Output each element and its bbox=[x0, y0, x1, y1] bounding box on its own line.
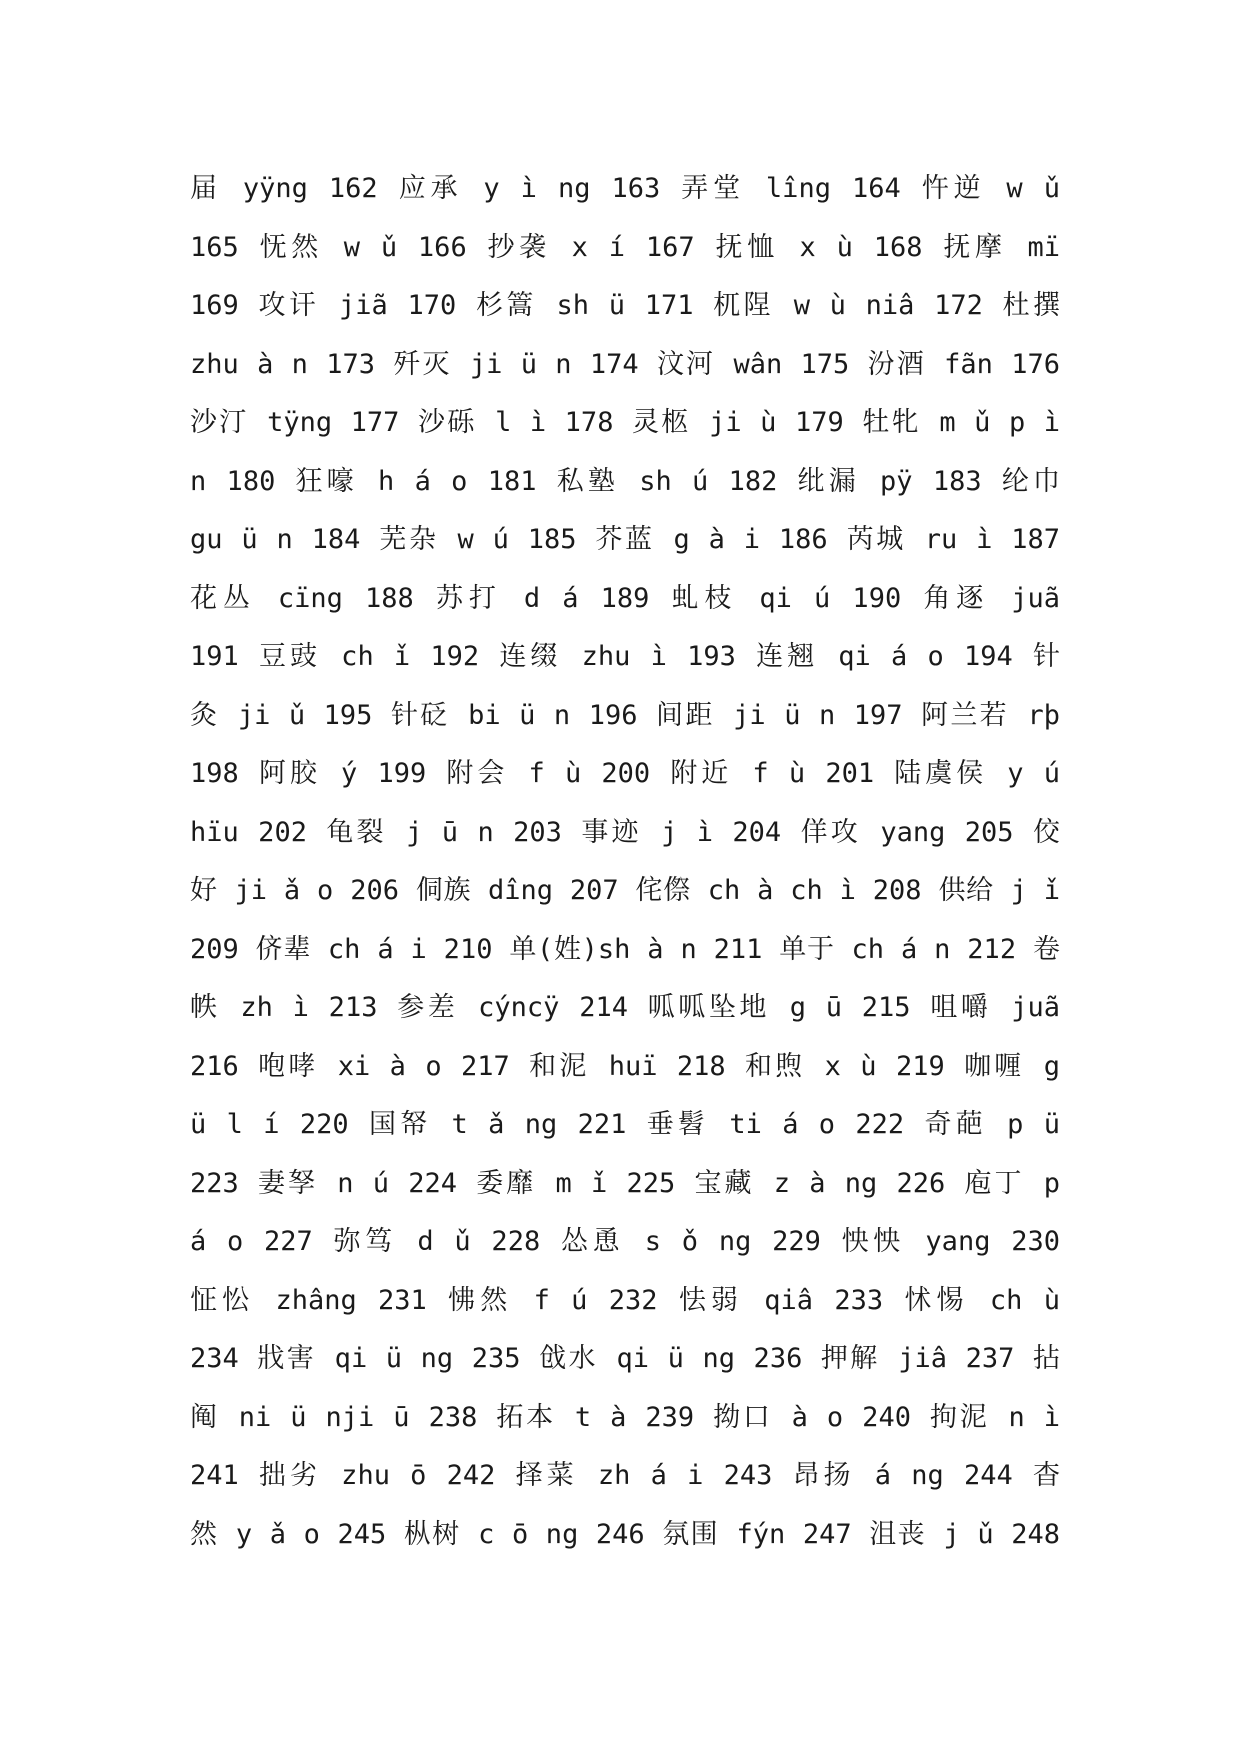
text-line: 花丛 cïng 188 苏打 d á 189 虬枝 qi ú 190 角逐 juã bbox=[190, 582, 1060, 614]
text-line: 届 yÿng 162 应承 y ì ng 163 弄堂 lîng 164 忤逆 w ǔ bbox=[190, 173, 1060, 204]
text-line: 169 攻讦 jiã 170 杉篙 sh ü 171 杌陧 w ù niâ 172 杜撰 bbox=[190, 290, 1060, 321]
text-line: 209 侪辈 ch á i 210 单(姓)sh à n 211 单于 ch á n 212 卷 bbox=[190, 933, 1060, 965]
text-line: n 180 狂嚎 h á o 181 私塾 sh ú 182 纰漏 pÿ 183 纶巾 bbox=[190, 465, 1060, 497]
text-line: hïu 202 龟裂 j ū n 203 事迹 j ì 204 佯攻 yang 205 佼 bbox=[190, 816, 1060, 848]
text-line: 191 豆豉 ch ǐ 192 连缀 zhu ì 193 连翘 qi á o 194 针 bbox=[190, 641, 1060, 672]
text-block bbox=[190, 160, 1060, 1564]
text-line: 198 阿胶 ý 199 附会 f ù 200 附近 f ù 201 陆虞侯 y ú bbox=[190, 758, 1060, 789]
text-line: 216 咆哮 xi à o 217 和泥 huï 218 和煦 x ù 219 咖喱 g bbox=[190, 1050, 1060, 1082]
text-line: 好 ji ǎ o 206 侗族 dîng 207 侘傺 ch à ch ì 208 供给 j ǐ bbox=[190, 875, 1060, 906]
text-line: 阄 ni ü nji ū 238 拓本 t à 239 拗口 à o 240 拘泥 n ì bbox=[190, 1401, 1060, 1433]
text-line: 然 y ǎ o 245 枞树 c ō ng 246 氛围 fýn 247 沮丧 j ǔ 248 bbox=[190, 1518, 1060, 1550]
text-line: 223 妻孥 n ú 224 委靡 m ǐ 225 宝藏 z à ng 226 庖丁 p bbox=[190, 1167, 1060, 1199]
text-line: 241 拙劣 zhu ō 242 择菜 zh á i 243 昂扬 á ng 244 杳 bbox=[190, 1460, 1060, 1491]
text-line: gu ü n 184 芜杂 w ú 185 芥蓝 g à i 186 芮城 ru ì 187 bbox=[190, 524, 1060, 555]
text-line: 165 怃然 w ǔ 166 抄袭 x í 167 抚恤 x ù 168 抚摩 mï bbox=[190, 231, 1060, 263]
text-line: zhu à n 173 歼灭 ji ü n 174 汶河 wân 175 汾酒 fãn 176 bbox=[190, 348, 1060, 380]
text-line: ü l í 220 国帑 t ǎ ng 221 垂髫 ti á o 222 奇葩 p ü bbox=[190, 1109, 1060, 1140]
text-line: 帙 zh ì 213 参差 cýncÿ 214 呱呱坠地 g ū 215 咀嚼 juã bbox=[190, 992, 1060, 1023]
text-line: á o 227 弥笃 d ǔ 228 怂恿 s ǒ ng 229 怏怏 yang 230 bbox=[190, 1226, 1060, 1257]
text-line: 沙汀 tÿng 177 沙砾 l ì 178 灵柩 ji ù 179 牡牝 m ǔ p ì bbox=[190, 407, 1060, 438]
text-line: 灸 ji ǔ 195 针砭 bi ü n 196 间距 ji ü n 197 阿兰若 rþ bbox=[190, 699, 1060, 731]
text-line: 怔忪 zhâng 231 怫然 f ú 232 怯弱 qiâ 233 怵惕 ch ù bbox=[190, 1284, 1060, 1316]
text-line: 234 戕害 qi ü ng 235 戗水 qi ü ng 236 押解 jiâ 237 拈 bbox=[190, 1343, 1060, 1374]
